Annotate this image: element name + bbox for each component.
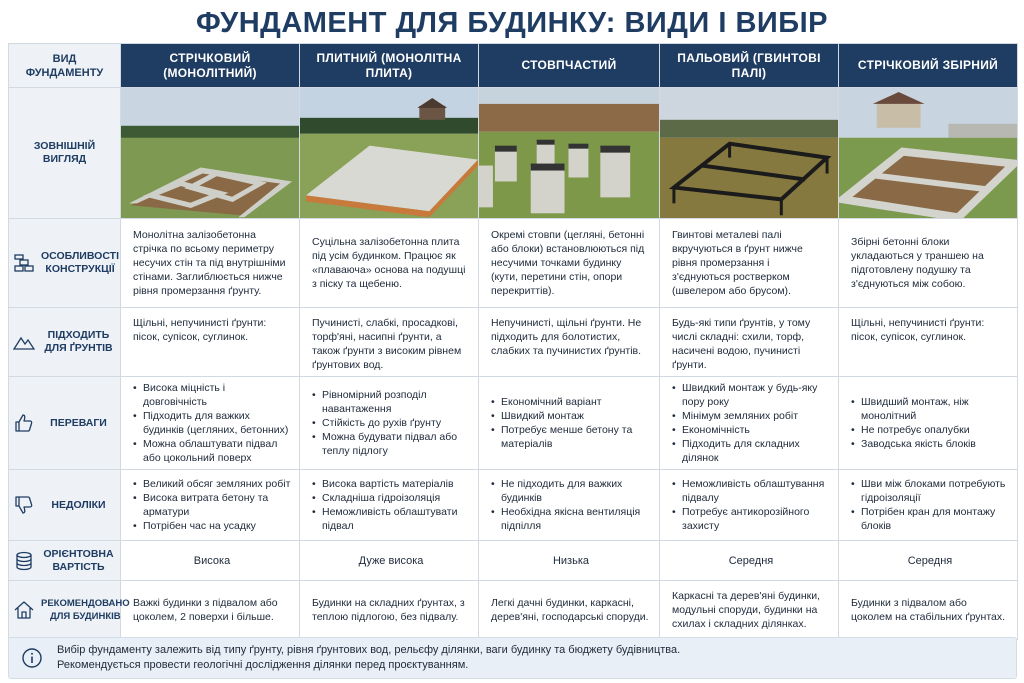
pros-cell — [660, 377, 839, 470]
thumbs-down-icon — [13, 494, 35, 516]
row-label-text: ПІДХОДИТЬ ДЛЯ ҐРУНТІВ — [44, 329, 113, 355]
recommended-cell: Легкі дачні будинки, каркасні, дерев'яні, господарські споруди. — [479, 581, 660, 640]
info-note — [8, 637, 1017, 679]
list-item: • Неможливість облаштувати підвал — [312, 505, 470, 533]
row-label-pros — [9, 377, 121, 470]
list-item: • Можна будувати підвал або теплу підлогу — [312, 430, 470, 458]
list-item: • Швидкий монтаж — [491, 409, 651, 423]
mountain-icon — [13, 331, 35, 353]
photo-strip-precast — [839, 88, 1018, 219]
row-label-text: ОРІЄНТОВНА ВАРТІСТЬ — [43, 547, 114, 573]
row-label-text: НЕДОЛІКИ — [51, 498, 106, 511]
appearance-row — [9, 88, 1018, 219]
corner-label: ВИД ФУНДАМЕНТУ — [9, 44, 121, 88]
list-item: • Швидший монтаж, ніж монолітний — [851, 395, 1009, 423]
row-label-appearance — [9, 88, 121, 219]
list-item: • Потрібен час на усадку — [133, 519, 291, 533]
house-icon — [13, 599, 35, 621]
list-item: • Шви між блоками потребують гідроізоляції — [851, 477, 1009, 505]
recommended-cell: Каркасні та дерев'яні будинки, модульні споруди, будинки на схилах і складних ділянках. — [660, 581, 839, 640]
list-item: • Великий обсяг земляних робіт — [133, 477, 291, 491]
row-label-cost — [9, 541, 121, 581]
list-item: • Висока витрата бетону та арматури — [133, 491, 291, 519]
table-header-row — [9, 44, 1018, 88]
list-item: • Висока міцність і довговічність — [133, 381, 291, 409]
pros-row — [9, 377, 1018, 470]
foundation-comparison-table — [8, 43, 1018, 640]
soils-cell: Непучинисті, щільні ґрунти. Не підходить для болотистих, слабких та пучинистих ґрунтів. — [479, 308, 660, 377]
list-item: • Економічність — [672, 423, 830, 437]
row-label-text: РЕКОМЕНДОВАНО ДЛЯ БУДИНКІВ — [41, 598, 130, 623]
row-label-recommended — [9, 581, 130, 640]
column-header-column: СТОВПЧАСТИЙ — [479, 44, 660, 88]
column-header-strip-monolithic: СТРІЧКОВИЙ (МОНОЛІТНИЙ) — [121, 44, 300, 88]
cons-cell — [300, 470, 479, 541]
soils-cell: Пучинисті, слабкі, просадкові, торф'яні, насипні ґрунти, а також ґрунти з високим рівнем ґрунтових вод. — [300, 308, 479, 377]
list-item: • Висока вартість матеріалів — [312, 477, 470, 491]
features-cell: Монолітна залізобетонна стрічка по всьому периметру несучих стін та під внутрішніми стінами. Заглиблюється нижче рівня промерзання ґрунту. — [121, 219, 300, 308]
soils-cell: Щільні, непучинисті ґрунти: пісок, супісок, суглинок. — [839, 308, 1018, 377]
soils-row — [9, 308, 1018, 377]
row-label-text: ЗОВНІШНІЙ ВИГЛЯД — [33, 140, 96, 166]
cons-cell — [479, 470, 660, 541]
pros-cell — [121, 377, 300, 470]
cons-cell — [121, 470, 300, 541]
list-item: • Стійкість до рухів ґрунту — [312, 416, 470, 430]
photo-pile — [660, 88, 839, 219]
photo-column — [479, 88, 660, 219]
features-row — [9, 219, 1018, 308]
recommended-row — [9, 581, 1018, 640]
column-header-pile: ПАЛЬОВИЙ (ГВИНТОВІ ПАЛІ) — [660, 44, 839, 88]
cost-value: Середня — [839, 541, 1018, 581]
list-item: • Необхідна якісна вентиляція підпілля — [491, 505, 651, 533]
row-label-soils — [9, 308, 121, 377]
note-line: Рекомендується провести геологічні дослідження ділянки перед проєктуванням. — [57, 659, 469, 671]
features-cell: Суцільна залізобетонна плита під усім будинком. Працює як «плаваюча» основа на подушці з піску та щебеню. — [300, 219, 479, 308]
features-cell: Окремі стовпи (цегляні, бетонні або блоки) встановлюються під несучими точками будинку (кути, перетини стін, опори перекриттів). — [479, 219, 660, 308]
photo-strip-monolithic — [121, 88, 300, 219]
recommended-cell: Будинки з підвалом або цоколем на стабільних ґрунтах. — [839, 581, 1018, 640]
list-item: • Підходить для важких будинків (цегляних, бетонних) — [133, 409, 291, 437]
cost-value: Дуже висока — [300, 541, 479, 581]
recommended-cell: Важкі будинки з підвалом або цоколем, 2 поверхи і більше. — [121, 581, 300, 640]
note-text — [57, 643, 680, 673]
list-item: • Рівномірний розподіл навантаження — [312, 388, 470, 416]
page-title: ФУНДАМЕНТ ДЛЯ БУДИНКУ: ВИДИ І ВИБІР — [196, 7, 828, 39]
list-item: • Можна облаштувати підвал або цокольний поверх — [133, 437, 291, 465]
pros-cell — [479, 377, 660, 470]
list-item: • Не підходить для важких будинків — [491, 477, 651, 505]
bricks-icon — [13, 252, 35, 274]
cost-value: Висока — [121, 541, 300, 581]
list-item: • Складніша гідроізоляція — [312, 491, 470, 505]
recommended-cell: Будинки на складних ґрунтах, з теплою підлогою, без підвалу. — [300, 581, 479, 640]
pros-cell — [300, 377, 479, 470]
cost-row — [9, 541, 1018, 581]
list-item: • Не потребує опалубки — [851, 423, 1009, 437]
pros-cell — [839, 377, 1018, 470]
list-item: • Заводська якість блоків — [851, 437, 1009, 451]
list-item: • Потребує менше бетону та матеріалів — [491, 423, 651, 451]
list-item: • Потрібен кран для монтажу блоків — [851, 505, 1009, 533]
thumbs-up-icon — [13, 412, 35, 434]
features-cell: Збірні бетонні блоки укладаються у траншею на підготовлену подушку та з'єднуються між собою. — [839, 219, 1018, 308]
column-header-slab: ПЛИТНИЙ (МОНОЛІТНА ПЛИТА) — [300, 44, 479, 88]
cons-row — [9, 470, 1018, 541]
info-icon — [21, 647, 43, 669]
row-label-text: ПЕРЕВАГИ — [50, 416, 107, 429]
soils-cell: Щільні, непучинисті ґрунти: пісок, супісок, суглинок. — [121, 308, 300, 377]
cons-cell — [839, 470, 1018, 541]
note-line: Вибір фундаменту залежить від типу ґрунту, рівня ґрунтових вод, рельєфу ділянки, ваги будинку та бюджету будівництва. — [57, 644, 681, 656]
row-label-features — [9, 219, 121, 308]
list-item: • Економічний варіант — [491, 395, 651, 409]
cons-cell — [660, 470, 839, 541]
features-cell: Гвинтові металеві палі вкручуються в ґрунт нижче рівня промерзання і з'єднуються ростверком (швелером або брусом). — [660, 219, 839, 308]
column-header-strip-precast: СТРІЧКОВИЙ ЗБІРНИЙ — [839, 44, 1018, 88]
list-item: • Неможливість облаштування підвалу — [672, 477, 830, 505]
row-label-text: ОСОБЛИВОСТІ КОНСТРУКЦІЇ — [41, 250, 119, 276]
row-label-cons — [9, 470, 121, 541]
cost-value: Середня — [660, 541, 839, 581]
list-item: • Швидкий монтаж у будь-яку пору року — [672, 381, 830, 409]
soils-cell: Будь-які типи ґрунтів, у тому числі складні: схили, торф, насичені водою, пучинисті ґрунти. — [660, 308, 839, 377]
photo-slab — [300, 88, 479, 219]
list-item: • Підходить для складних ділянок — [672, 437, 830, 465]
list-item: • Потребує антикорозійного захисту — [672, 505, 830, 533]
list-item: • Мінімум земляних робіт — [672, 409, 830, 423]
coins-icon — [13, 550, 35, 572]
cost-value: Низька — [479, 541, 660, 581]
